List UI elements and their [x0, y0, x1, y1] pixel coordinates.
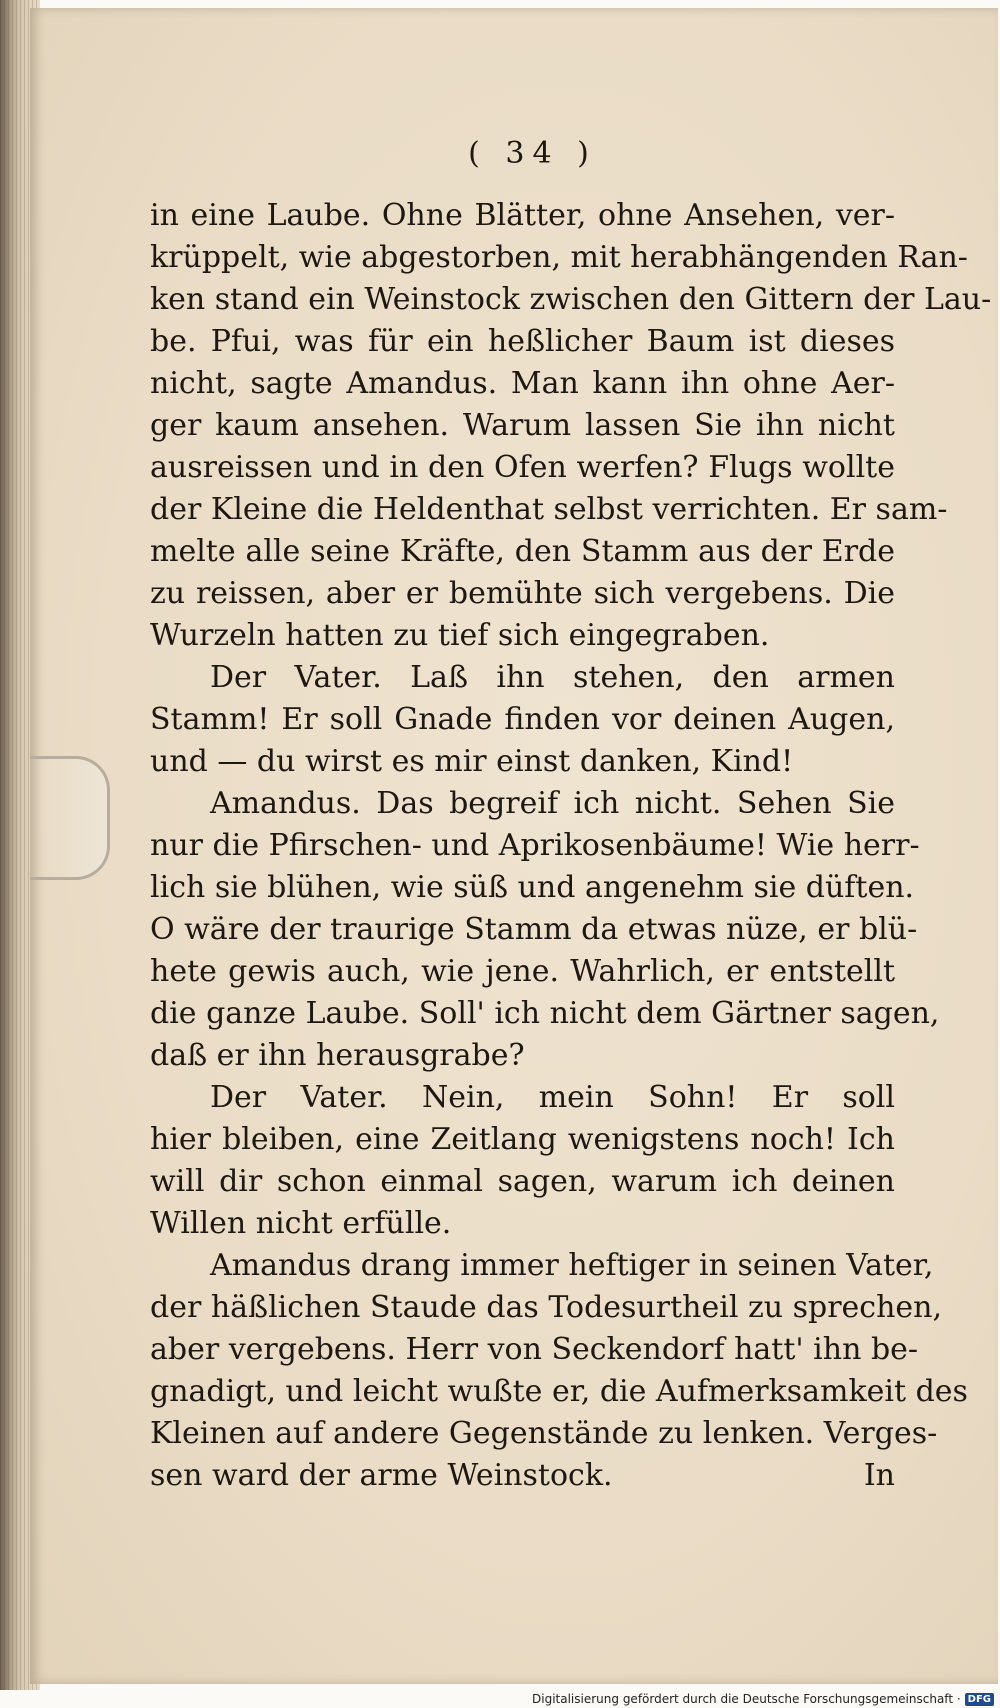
text-line: zu reissen, aber er bemühte sich vergebens. Die — [150, 576, 895, 611]
page-text-block — [150, 136, 992, 1497]
digitization-credit-text: Digitalisierung gefördert durch die Deutsche Forschungsgemeinschaft · — [532, 1692, 961, 1706]
page-holder-clip — [30, 756, 110, 880]
text-line: ausreissen und in den Ofen werfen? Flugs wollte — [150, 450, 895, 485]
text-line: der häßlichen Staude das Todesurtheil zu sprechen, — [150, 1290, 943, 1325]
text-line: gnadigt, und leicht wußte er, die Aufmerksamkeit des — [150, 1374, 968, 1409]
text-line: Amandus. Das begreif ich nicht. Sehen Sie — [210, 786, 895, 821]
text-line: ken stand ein Weinstock zwischen den Gittern der Lau- — [150, 282, 992, 317]
dfg-logo-icon: DFG — [965, 1693, 994, 1706]
text-line: daß er ihn herausgrabe? — [150, 1038, 525, 1073]
text-line: ger kaum ansehen. Warum lassen Sie ihn nicht — [150, 408, 895, 443]
text-line: Wurzeln hatten zu tief sich eingegraben. — [150, 618, 770, 653]
catchword: In — [863, 1458, 895, 1493]
page-number: ( 34 ) — [468, 136, 597, 171]
digitization-credit — [532, 1692, 994, 1706]
text-line: Kleinen auf andere Gegenstände zu lenken. Verges- — [150, 1416, 938, 1451]
text-line: sen ward der arme Weinstock. — [150, 1458, 613, 1493]
text-line: Der Vater. Laß ihn stehen, den armen — [210, 660, 895, 695]
last-text-line-row — [150, 1455, 895, 1497]
text-line: Der Vater. Nein, mein Sohn! Er soll — [210, 1080, 895, 1115]
text-line: nicht, sagte Amandus. Man kann ihn ohne Aer- — [150, 366, 895, 401]
text-line: Amandus drang immer heftiger in seinen Vater, — [210, 1248, 934, 1283]
text-line: in eine Laube. Ohne Blätter, ohne Ansehen, ver- — [150, 198, 895, 233]
text-line: nur die Pfirschen- und Aprikosenbäume! Wie herr- — [150, 828, 920, 863]
text-line: und — du wirst es mir einst danken, Kind! — [150, 744, 794, 779]
text-line: Stamm! Er soll Gnade finden vor deinen Augen, — [150, 702, 895, 737]
text-line: Willen nicht erfülle. — [150, 1206, 452, 1241]
text-line: der Kleine die Heldenthat selbst verrichten. Er sam- — [150, 492, 948, 527]
text-line: lich sie blühen, wie süß und angenehm sie düften. — [150, 870, 915, 905]
text-line: O wäre der traurige Stamm da etwas nüze, er blü- — [150, 912, 918, 947]
text-line: melte alle seine Kräfte, den Stamm aus der Erde — [150, 534, 895, 569]
text-line: hier bleiben, eine Zeitlang wenigstens noch! Ich — [150, 1122, 895, 1157]
text-line: krüppelt, wie abgestorben, mit herabhängenden Ran- — [150, 240, 968, 275]
text-line: hete gewis auch, wie jene. Wahrlich, er entstellt — [150, 954, 895, 989]
text-line: will dir schon einmal sagen, warum ich deinen — [150, 1164, 895, 1199]
text-line: aber vergebens. Herr von Seckendorf hatt' ihn be- — [150, 1332, 919, 1367]
text-line: be. Pfui, was für ein heßlicher Baum ist dieses — [150, 324, 895, 359]
text-line: die ganze Laube. Soll' ich nicht dem Gärtner sagen, — [150, 996, 940, 1031]
